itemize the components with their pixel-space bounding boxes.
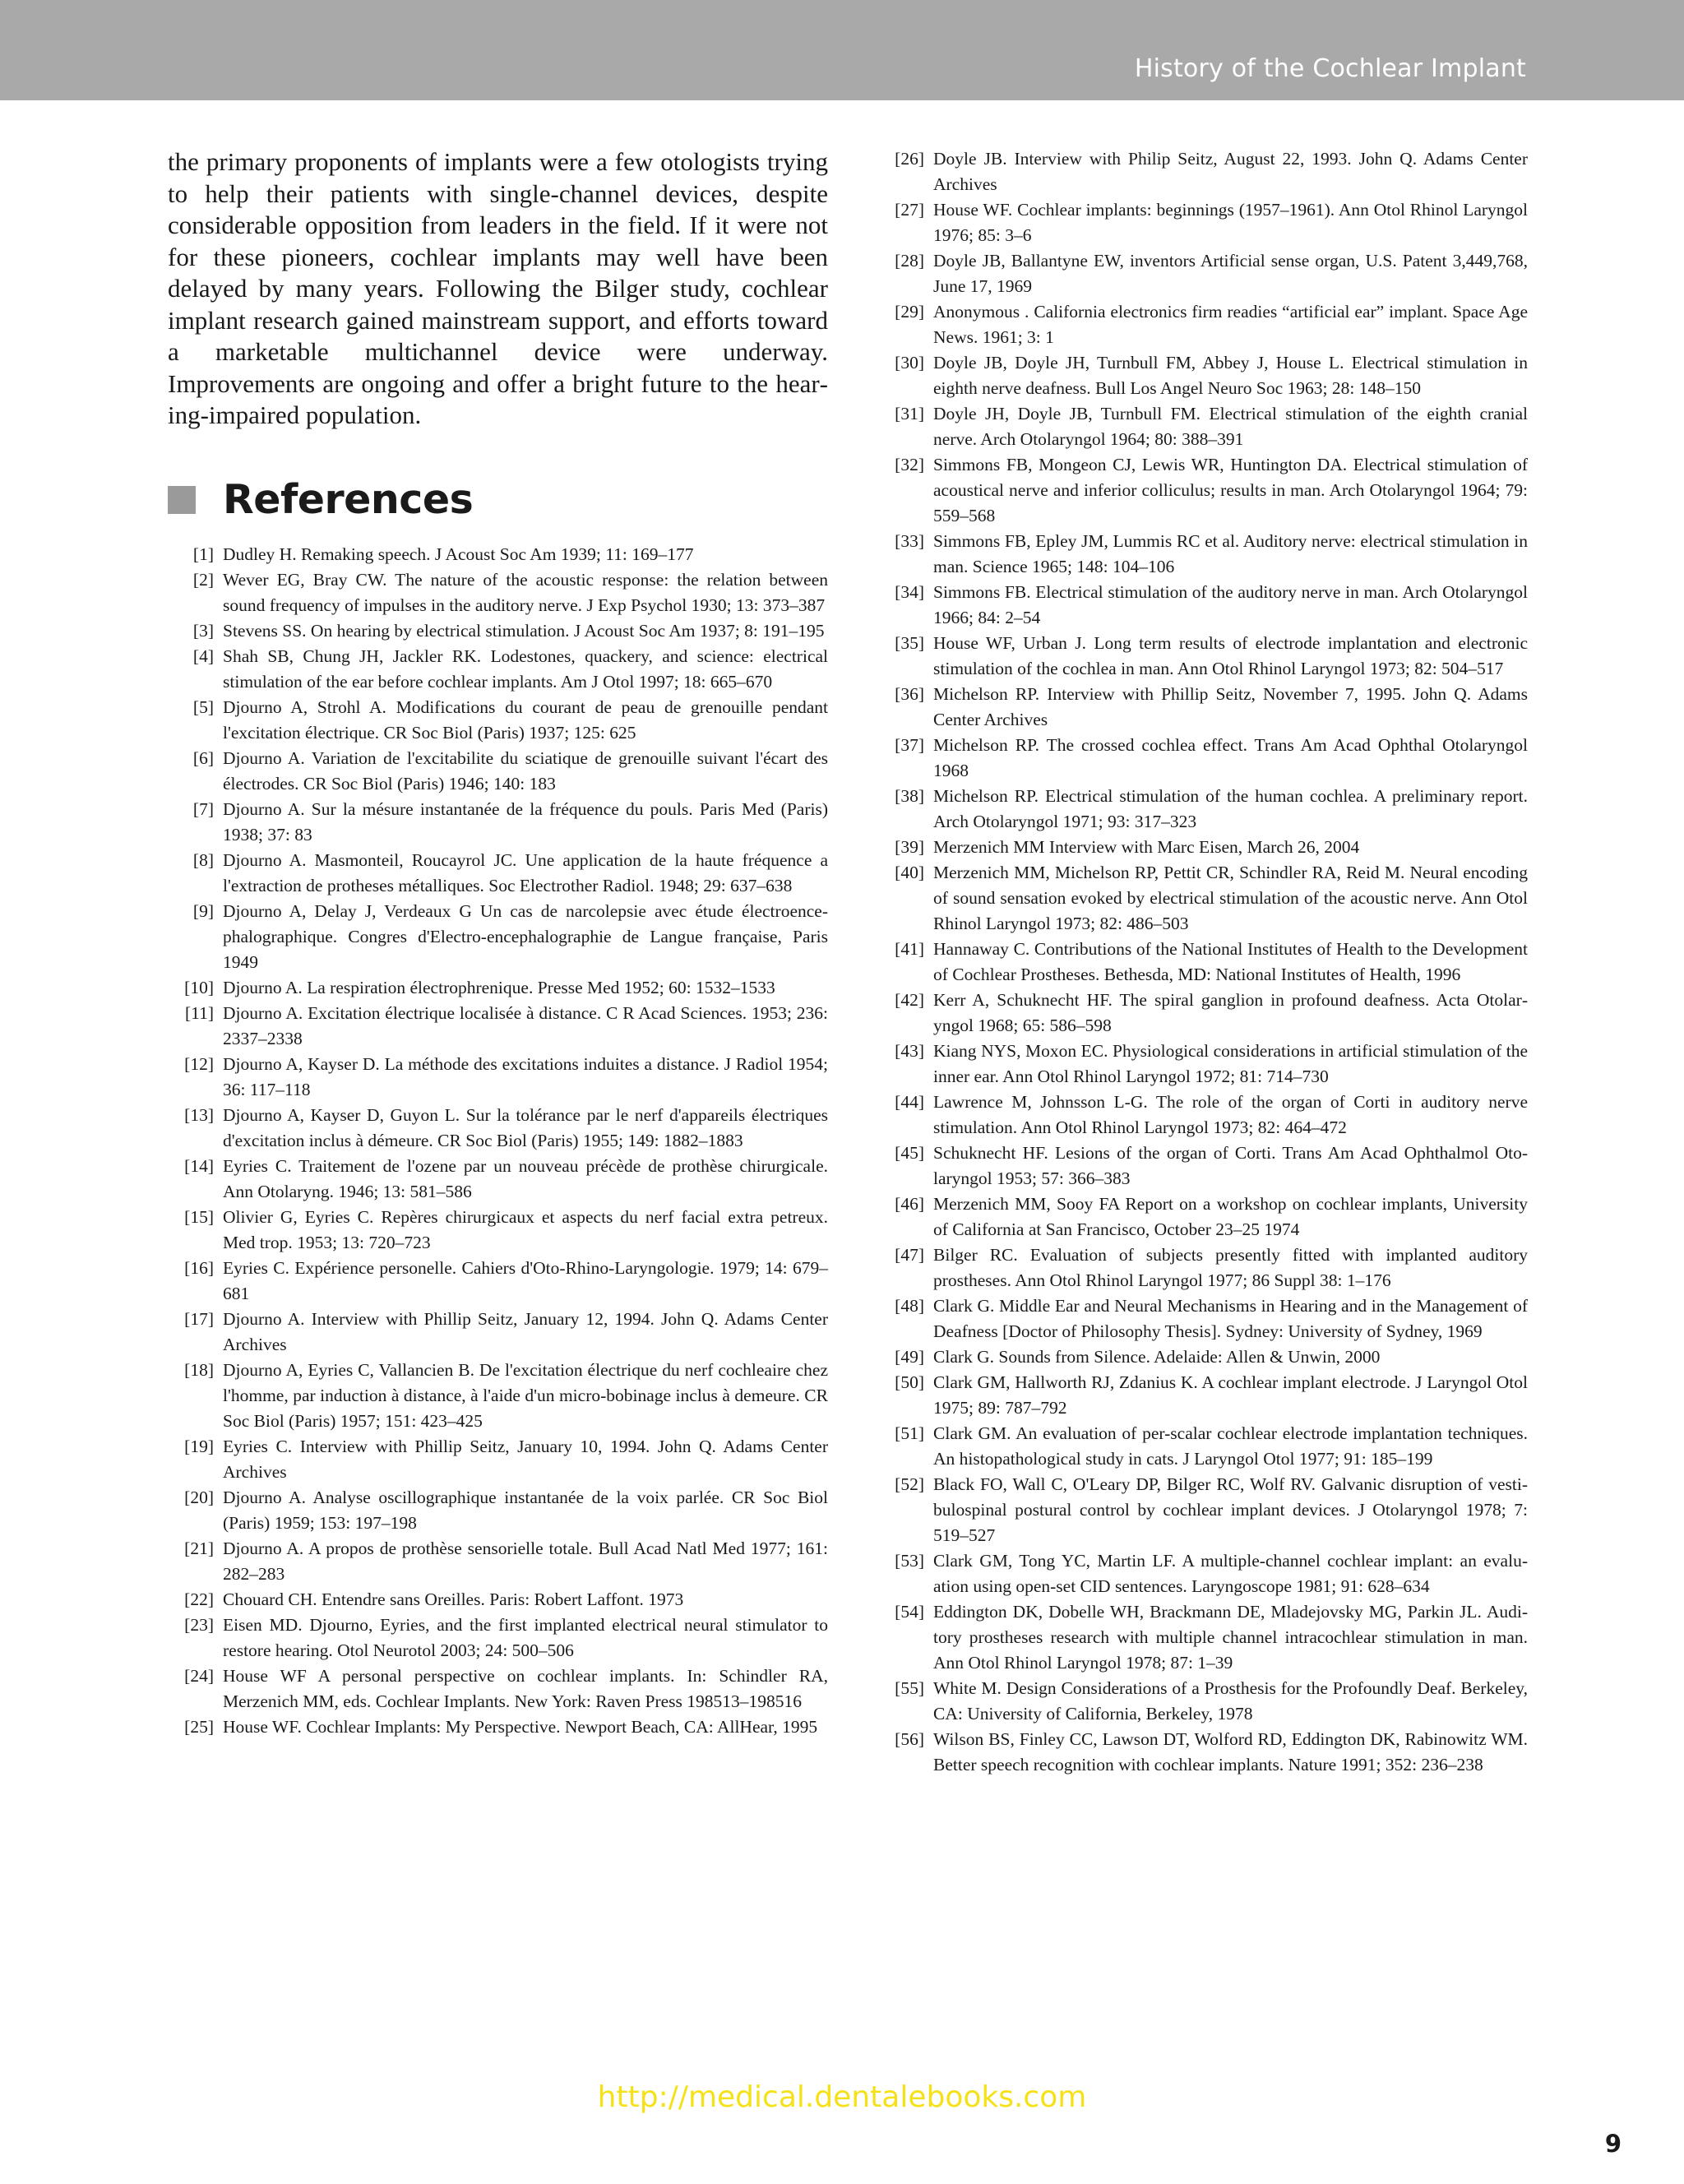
- reference-text: Simmons FB, Mongeon CJ, Lewis WR, Huntington DA. Electrical stimulation of acoustical nerve and inferior colliculus; results in man. Arch Otolaryngol 1964; 79: 559–568: [933, 455, 1528, 525]
- reference-text: Merzenich MM Interview with Marc Eisen, March 26, 2004: [933, 837, 1360, 857]
- reference-text: Djourno A. Variation de l'excitabilite du sciatique de grenouille suivant l'écart des électrodes. CR Soc Biol (Paris) 1946; 140: 183: [223, 747, 828, 794]
- reference-item: [168, 1256, 828, 1307]
- reference-item: [878, 1548, 1528, 1599]
- reference-text: Bilger RC. Evaluation of subjects presently fitted with implanted auditory prostheses. Ann Otol Rhinol Laryngol 1977; 86 Suppl 38: 1–176: [933, 1245, 1528, 1290]
- reference-number: [43]: [895, 1041, 924, 1061]
- reference-item: [878, 937, 1528, 988]
- footer-link[interactable]: http://medical.dentalebooks.com: [597, 2080, 1087, 2114]
- reference-number: [50]: [895, 1372, 924, 1392]
- reference-number: [48]: [895, 1296, 924, 1316]
- reference-text: Eyries C. Expérience personelle. Cahiers d'Oto-Rhino-Laryngologie. 1979; 14: 679–681: [223, 1257, 828, 1303]
- reference-item: [878, 146, 1528, 197]
- reference-number: [40]: [895, 863, 924, 882]
- reference-text: Eisen MD. Djourno, Eyries, and the first implanted electrical neural stimulator to restore hearing. Otol Neurotol 2003; 24: 500–506: [223, 1614, 828, 1660]
- reference-item: [878, 1141, 1528, 1191]
- reference-item: [168, 797, 828, 848]
- reference-text: House WF. Cochlear Implants: My Perspective. Newport Beach, CA: AllHear, 1995: [223, 1716, 818, 1737]
- reference-item: [168, 899, 828, 975]
- reference-number: [9]: [192, 900, 214, 921]
- reference-number: [25]: [184, 1716, 214, 1737]
- reference-number: [56]: [895, 1729, 924, 1749]
- reference-item: [878, 784, 1528, 835]
- reference-text: Michelson RP. Electrical stimulation of the human cochlea. A preliminary report. Arch Otolaryngol 1971; 93: 317–323: [933, 786, 1528, 831]
- reference-item: [878, 733, 1528, 784]
- reference-number: [34]: [895, 582, 924, 602]
- reference-number: [14]: [184, 1155, 214, 1176]
- reference-text: Clark GM, Tong YC, Martin LF. A multiple-channel cochlear implant: an evaluation using open-set CID sentences. Laryngoscope 1981; 91: 628–634: [933, 1551, 1528, 1596]
- reference-number: [27]: [895, 200, 924, 220]
- reference-item: [878, 1599, 1528, 1676]
- reference-number: [29]: [895, 302, 924, 322]
- reference-number: [20]: [184, 1487, 214, 1507]
- reference-item: [168, 1663, 828, 1714]
- reference-text: Djourno A. Interview with Phillip Seitz, January 12, 1994. John Q. Adams Center Archives: [223, 1308, 828, 1354]
- reference-item: [878, 1090, 1528, 1141]
- reference-item: [168, 618, 828, 644]
- reference-text: Djourno A, Delay J, Verdeaux G Un cas de narcolepsie avec étude électroencephalographique. Congres d'Electro-encephalographie de Langue française, Paris 1949: [223, 900, 828, 972]
- reference-text: Simmons FB. Electrical stimulation of the auditory nerve in man. Arch Otolaryngol 1966; 84: 2–54: [933, 582, 1528, 627]
- reference-number: [8]: [192, 849, 214, 870]
- reference-text: Doyle JB. Interview with Philip Seitz, August 22, 1993. John Q. Adams Center Archives: [933, 149, 1528, 194]
- reference-item: [878, 1727, 1528, 1778]
- reference-number: [16]: [184, 1257, 214, 1278]
- reference-text: Dudley H. Remaking speech. J Acoust Soc Am 1939; 11: 169–177: [223, 544, 694, 564]
- reference-number: [45]: [895, 1143, 924, 1163]
- reference-item: [168, 1052, 828, 1103]
- reference-text: House WF, Urban J. Long term results of electrode implantation and electronic stimulation of the cochlea in man. Ann Otol Rhinol Laryngol 1973; 82: 504–517: [933, 633, 1528, 678]
- references-title: References: [223, 476, 474, 523]
- reference-item: [878, 401, 1528, 452]
- reference-text: Shah SB, Chung JH, Jackler RK. Lodestones, quackery, and science: electrical stimulation of the ear before cochlear implants. Am J Otol 1997; 18: 665–670: [223, 645, 828, 692]
- reference-number: [37]: [895, 735, 924, 755]
- reference-text: Clark G. Middle Ear and Neural Mechanisms in Hearing and in the Management of Deafness [Doctor of Philosophy Thesis]. Sydney: University of Sydney, 1969: [933, 1296, 1528, 1341]
- reference-text: Clark GM. An evaluation of per-scalar cochlear electrode implantation techniques. An histopathological study in cats. J Laryngol Otol 1977; 91: 185–199: [933, 1423, 1528, 1469]
- reference-number: [42]: [895, 990, 924, 1010]
- reference-number: [38]: [895, 786, 924, 806]
- reference-text: Eddington DK, Dobelle WH, Brackmann DE, Mladejovsky MG, Parkin JL. Auditory prostheses research with multiple channel intracochlear stimulation in man. Ann Otol Rhinol Laryngol 1978; 87: 1–39: [933, 1602, 1528, 1673]
- left-column: [168, 146, 828, 1740]
- reference-number: [47]: [895, 1245, 924, 1265]
- reference-number: [19]: [184, 1436, 214, 1456]
- reference-text: Simmons FB, Epley JM, Lummis RC et al. Auditory nerve: electrical stimulation in man. Science 1965; 148: 104–106: [933, 531, 1528, 576]
- reference-number: [31]: [895, 404, 924, 423]
- reference-item: [168, 1485, 828, 1536]
- reference-number: [21]: [184, 1538, 214, 1558]
- reference-number: [17]: [184, 1308, 214, 1329]
- reference-number: [41]: [895, 939, 924, 959]
- reference-text: Eyries C. Traitement de l'ozene par un nouveau précède de prothèse chirurgicale. Ann Otolaryng. 1946; 13: 581–586: [223, 1155, 828, 1201]
- reference-number: [35]: [895, 633, 924, 653]
- reference-item: [168, 1001, 828, 1052]
- reference-item: [878, 197, 1528, 248]
- reference-item: [878, 682, 1528, 733]
- reference-text: Chouard CH. Entendre sans Oreilles. Paris: Robert Laffont. 1973: [223, 1589, 684, 1609]
- reference-text: Merzenich MM, Sooy FA Report on a workshop on cochlear implants, University of California at San Francisco, October 23–25 1974: [933, 1194, 1528, 1239]
- reference-text: Djourno A. Sur la mésure instantanée de la fréquence du pouls. Paris Med (Paris) 1938; 37: 83: [223, 798, 828, 844]
- reference-number: [12]: [184, 1053, 214, 1074]
- reference-item: [878, 835, 1528, 860]
- reference-item: [878, 1472, 1528, 1548]
- reference-text: Lawrence M, Johnsson L-G. The role of the organ of Corti in auditory nerve stimulation. Ann Otol Rhinol Laryngol 1973; 82: 464–472: [933, 1092, 1528, 1137]
- reference-number: [23]: [184, 1614, 214, 1635]
- reference-number: [13]: [184, 1104, 214, 1125]
- reference-text: Doyle JB, Doyle JH, Turnbull FM, Abbey J, House L. Electrical stimulation in eighth nerve deafness. Bull Los Angel Neuro Soc 1963; 28: 148–150: [933, 353, 1528, 398]
- reference-text: Michelson RP. The crossed cochlea effect. Trans Am Acad Ophthal Otolaryngol 1968: [933, 735, 1528, 780]
- reference-number: [49]: [895, 1347, 924, 1367]
- reference-item: [878, 1242, 1528, 1293]
- reference-item: [168, 542, 828, 567]
- reference-number: [55]: [895, 1678, 924, 1698]
- reference-number: [28]: [895, 251, 924, 271]
- reference-text: Schuknecht HF. Lesions of the organ of Corti. Trans Am Acad Ophthalmol Otolaryngol 1953; 57: 366–383: [933, 1143, 1528, 1188]
- reference-number: [22]: [184, 1589, 214, 1609]
- reference-number: [39]: [895, 837, 924, 857]
- reference-text: Djourno A. Masmonteil, Roucayrol JC. Une application de la haute fréquence a l'extraction de protheses métalliques. Soc Electrother Radiol. 1948; 29: 637–638: [223, 849, 828, 895]
- reference-number: [18]: [184, 1359, 214, 1380]
- reference-list-right: [878, 146, 1528, 1778]
- reference-number: [4]: [192, 645, 214, 666]
- reference-text: Djourno A. A propos de prothèse sensorielle totale. Bull Acad Natl Med 1977; 161: 282–283: [223, 1538, 828, 1584]
- reference-number: [7]: [192, 798, 214, 819]
- reference-item: [878, 1039, 1528, 1090]
- reference-text: Doyle JB, Ballantyne EW, inventors Artificial sense organ, U.S. Patent 3,449,768, June 17, 1969: [933, 251, 1528, 296]
- reference-number: [6]: [192, 747, 214, 768]
- reference-text: Stevens SS. On hearing by electrical stimulation. J Acoust Soc Am 1937; 8: 191–195: [223, 620, 825, 641]
- reference-item: [878, 248, 1528, 299]
- closing-paragraph: the primary proponents of implants were a few otologists trying to help their patients with single-channel devices, despite considerable opposition from leaders in the field. If it were not for these pioneers, cochlear implants may well have been delayed by many years. Following the Bilger study, cochlear implant research gained mainstream support, and efforts toward a marketable multichannel device were underway. Improvements are ongoing and offer a bright future to the hearing-impaired population.: [168, 147, 828, 429]
- reference-text: Black FO, Wall C, O'Leary DP, Bilger RC, Wolf RV. Galvanic disruption of vestibulospinal postural control by cochlear implant devices. J Otolaryngol 1978; 7: 519–527: [933, 1474, 1528, 1545]
- reference-item: [168, 1434, 828, 1485]
- reference-number: [24]: [184, 1665, 214, 1686]
- reference-text: Djourno A. La respiration électrophrenique. Presse Med 1952; 60: 1532–1533: [223, 977, 775, 997]
- reference-item: [878, 1191, 1528, 1242]
- reference-number: [11]: [184, 1002, 214, 1023]
- reference-number: [32]: [895, 455, 924, 474]
- reference-number: [1]: [192, 544, 214, 564]
- reference-text: Djourno A, Kayser D. La méthode des excitations induites a distance. J Radiol 1954; 36: 117–118: [223, 1053, 828, 1099]
- reference-item: [878, 1293, 1528, 1344]
- reference-item: [168, 644, 828, 695]
- reference-list-left: [168, 542, 828, 1740]
- reference-text: Clark G. Sounds from Silence. Adelaide: Allen & Unwin, 2000: [933, 1347, 1381, 1367]
- right-column: [878, 146, 1528, 1778]
- reference-item: [168, 1205, 828, 1256]
- reference-item: [878, 299, 1528, 350]
- reference-text: Doyle JH, Doyle JB, Turnbull FM. Electrical stimulation of the eighth cranial nerve. Arch Otolaryngol 1964; 80: 388–391: [933, 404, 1528, 449]
- reference-text: Merzenich MM, Michelson RP, Pettit CR, Schindler RA, Reid M. Neural encoding of sound sensation evoked by electrical stimulation of the acoustic nerve. Ann Otol Rhinol Laryngol 1973; 82: 486–503: [933, 863, 1528, 933]
- reference-number: [36]: [895, 684, 924, 704]
- running-header-band: [0, 0, 1684, 100]
- reference-text: Djourno A. Excitation électrique localisée à distance. C R Acad Sciences. 1953; 236: 2337–2338: [223, 1002, 828, 1048]
- reference-number: [54]: [895, 1602, 924, 1622]
- reference-item: [168, 567, 828, 618]
- reference-text: Olivier G, Eyries C. Repères chirurgicaux et aspects du nerf facial extra petreux. Med trop. 1953; 13: 720–723: [223, 1206, 828, 1252]
- reference-number: [26]: [895, 149, 924, 169]
- reference-item: [168, 1714, 828, 1740]
- reference-text: Wilson BS, Finley CC, Lawson DT, Wolford RD, Eddington DK, Rabinowitz WM. Better speech recognition with cochlear implants. Nature 1991; 352: 236–238: [933, 1729, 1528, 1774]
- reference-text: Djourno A, Eyries C, Vallancien B. De l'excitation électrique du nerf cochleaire chez l'homme, par induction à distance, à l'aide d'un micro-bobinage inclus à demeure. CR Soc Biol (Paris) 1957; 151: 423–425: [223, 1359, 828, 1431]
- reference-text: Djourno A. Analyse oscillographique instantanée de la voix parlée. CR Soc Biol (Paris) 1959; 153: 197–198: [223, 1487, 828, 1533]
- reference-item: [168, 695, 828, 746]
- reference-text: Djourno A, Kayser D, Guyon L. Sur la tolérance par le nerf d'appareils électriques d'excitation inclus à démeure. CR Soc Biol (Paris) 1955; 149: 1882–1883: [223, 1104, 828, 1150]
- reference-text: Kerr A, Schuknecht HF. The spiral ganglion in profound deafness. Acta Otolaryngol 1968; 65: 586–598: [933, 990, 1528, 1035]
- section-marker-icon: [168, 486, 196, 514]
- reference-text: Kiang NYS, Moxon EC. Physiological considerations in artificial stimulation of the inner ear. Ann Otol Rhinol Laryngol 1972; 81: 714–730: [933, 1041, 1528, 1086]
- reference-item: [878, 1344, 1528, 1370]
- reference-item: [878, 452, 1528, 529]
- reference-item: [878, 1421, 1528, 1472]
- reference-text: Eyries C. Interview with Phillip Seitz, January 10, 1994. John Q. Adams Center Archives: [223, 1436, 828, 1482]
- reference-item: [878, 1676, 1528, 1727]
- reference-text: Wever EG, Bray CW. The nature of the acoustic response: the relation between sound frequency of impulses in the auditory nerve. J Exp Psychol 1930; 13: 373–387: [223, 569, 828, 615]
- reference-number: [3]: [192, 620, 214, 641]
- reference-text: House WF A personal perspective on cochlear implants. In: Schindler RA, Merzenich MM, eds. Cochlear Implants. New York: Raven Press 198513–198516: [223, 1665, 828, 1711]
- reference-item: [168, 1358, 828, 1434]
- reference-item: [168, 1587, 828, 1613]
- reference-text: Clark GM, Hallworth RJ, Zdanius K. A cochlear implant electrode. J Laryngol Otol 1975; 89: 787–792: [933, 1372, 1528, 1418]
- reference-item: [168, 1103, 828, 1154]
- reference-item: [168, 1613, 828, 1663]
- reference-number: [5]: [192, 696, 214, 717]
- reference-item: [168, 746, 828, 797]
- reference-text: Anonymous . California electronics firm readies “artificial ear” implant. Space Age News. 1961; 3: 1: [933, 302, 1528, 347]
- reference-text: White M. Design Considerations of a Prosthesis for the Profoundly Deaf. Berkeley, CA: University of California, Berkeley, 1978: [933, 1678, 1528, 1724]
- reference-item: [878, 1370, 1528, 1421]
- reference-item: [168, 848, 828, 899]
- running-header-title: History of the Cochlear Implant: [1134, 54, 1526, 83]
- reference-item: [168, 1536, 828, 1587]
- reference-number: [33]: [895, 531, 924, 551]
- reference-text: Hannaway C. Contributions of the National Institutes of Health to the Development of Cochlear Prostheses. Bethesda, MD: National Institutes of Health, 1996: [933, 939, 1528, 984]
- reference-number: [51]: [895, 1423, 924, 1443]
- reference-number: [10]: [184, 977, 214, 997]
- reference-item: [878, 860, 1528, 937]
- reference-item: [878, 350, 1528, 401]
- reference-item: [878, 529, 1528, 580]
- references-heading: [168, 475, 828, 525]
- reference-text: Djourno A, Strohl A. Modifications du courant de peau de grenouille pendant l'excitation électrique. CR Soc Biol (Paris) 1937; 125: 625: [223, 696, 828, 743]
- reference-item: [168, 1154, 828, 1205]
- reference-item: [878, 580, 1528, 631]
- reference-item: [878, 988, 1528, 1039]
- reference-item: [168, 975, 828, 1001]
- reference-item: [168, 1307, 828, 1358]
- reference-number: [46]: [895, 1194, 924, 1214]
- reference-number: [2]: [192, 569, 214, 590]
- reference-number: [15]: [184, 1206, 214, 1227]
- reference-number: [53]: [895, 1551, 924, 1571]
- reference-text: House WF. Cochlear implants: beginnings (1957–1961). Ann Otol Rhinol Laryngol 1976; 85: 3–6: [933, 200, 1528, 245]
- reference-item: [878, 631, 1528, 682]
- page-number: 9: [1604, 2130, 1622, 2158]
- reference-text: Michelson RP. Interview with Phillip Seitz, November 7, 1995. John Q. Adams Center Archives: [933, 684, 1528, 729]
- reference-number: [52]: [895, 1474, 924, 1494]
- reference-number: [30]: [895, 353, 924, 372]
- reference-number: [44]: [895, 1092, 924, 1112]
